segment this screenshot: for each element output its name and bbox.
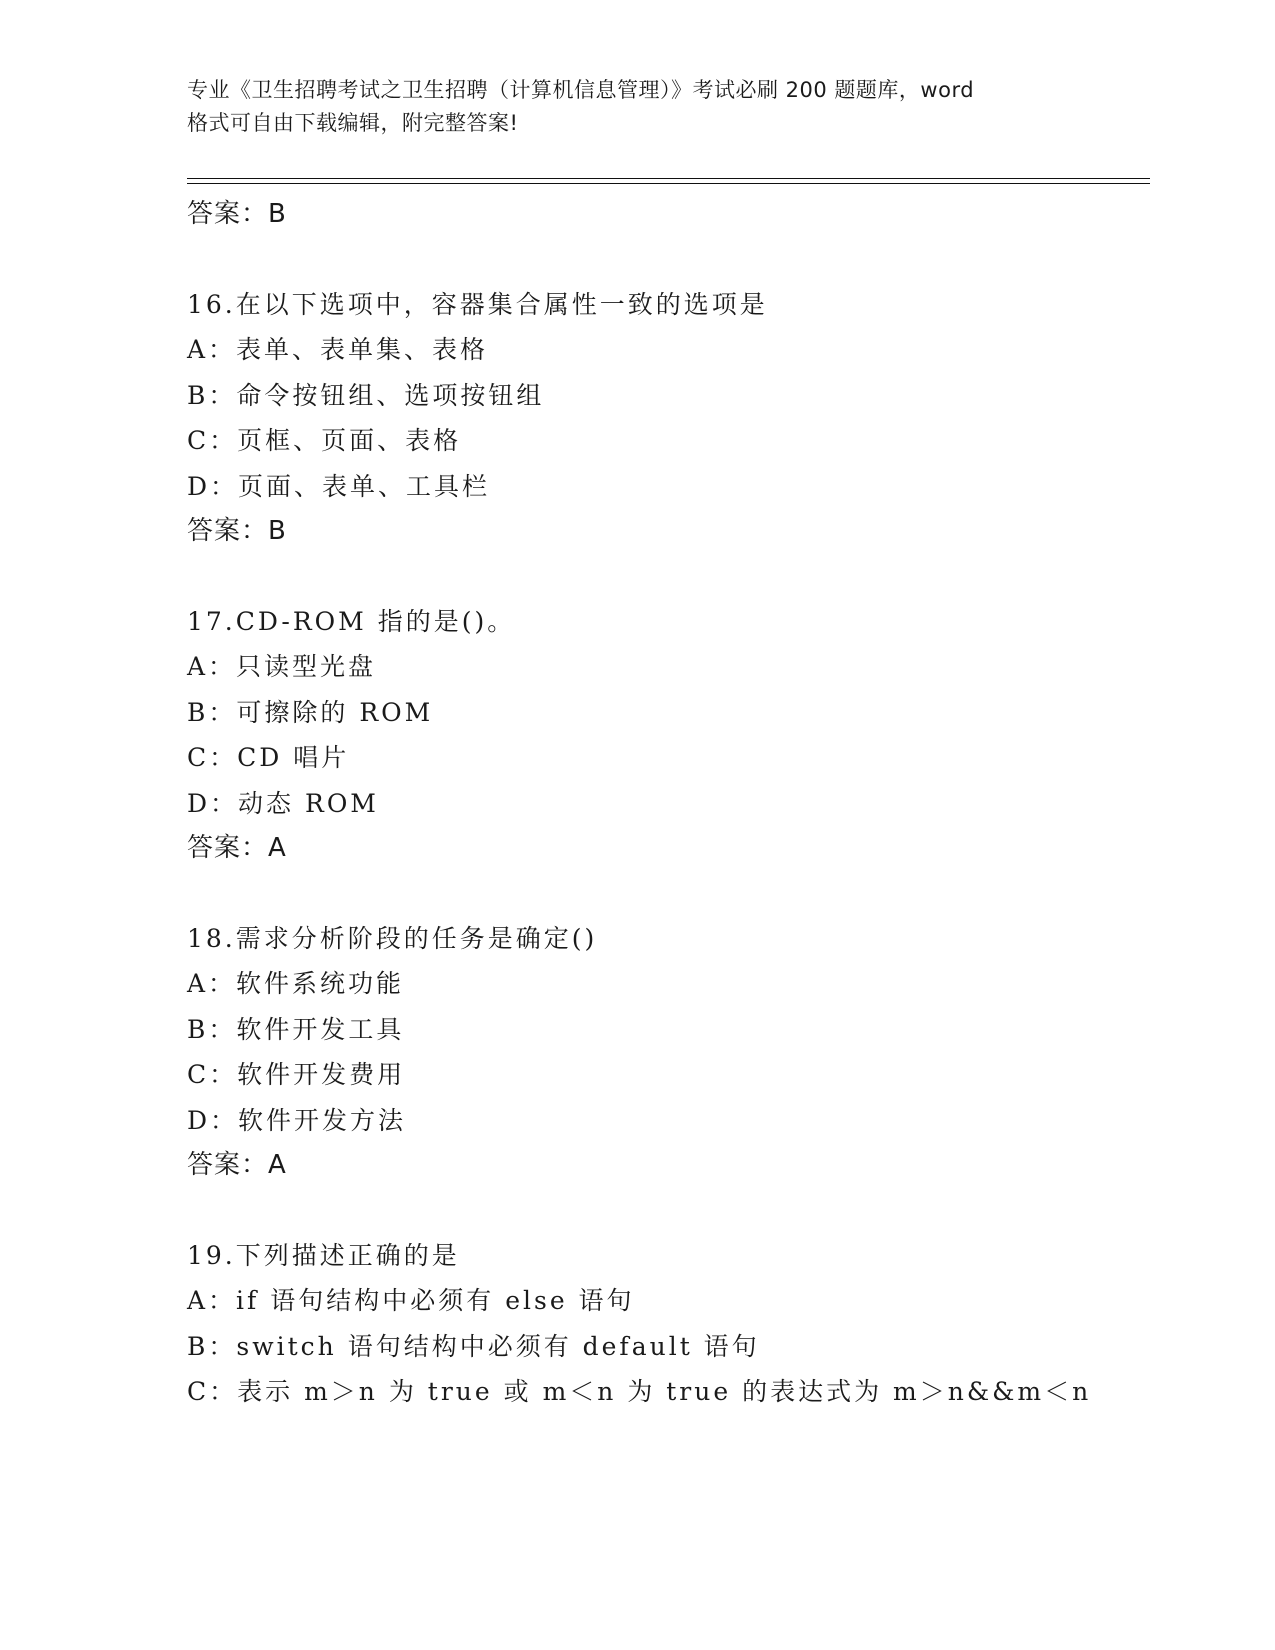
option-a: A：只读型光盘	[187, 652, 377, 681]
option-d: D：软件开发方法	[187, 1105, 407, 1135]
spacer	[187, 555, 1147, 599]
question-stem: 18.需求分析阶段的任务是确定()	[187, 923, 598, 953]
option-c: C：页框、页面、表格	[187, 426, 462, 455]
question-content	[187, 192, 1147, 1415]
question-18	[187, 916, 1147, 1189]
question-17	[187, 599, 1147, 872]
header-divider-top	[187, 178, 1150, 179]
option-b: B：switch 语句结构中必须有 default 语句	[187, 1331, 760, 1361]
header-divider-bottom	[187, 183, 1150, 184]
question-stem: 19.下列描述正确的是	[187, 1240, 460, 1270]
option-b: B：软件开发工具	[187, 1014, 405, 1044]
spacer	[187, 238, 1147, 282]
option-c: C：CD 唱片	[187, 743, 350, 772]
option-d: D：动态 ROM	[187, 788, 379, 818]
document-header	[187, 74, 1087, 140]
header-line-2: 格式可自由下载编辑，附完整答案!	[187, 111, 519, 135]
option-c: C：表示 m＞n 为 true 或 m＜n 为 true 的表达式为 m＞n&&m＜n	[187, 1377, 1092, 1406]
option-d: D：页面、表单、工具栏	[187, 471, 491, 501]
option-a: A：if 语句结构中必须有 else 语句	[187, 1286, 635, 1315]
option-c: C：软件开发费用	[187, 1060, 406, 1089]
option-a: A：软件系统功能	[187, 969, 405, 998]
question-stem: 17.CD-ROM 指的是()。	[187, 606, 516, 636]
header-line-1: 专业《卫生招聘考试之卫生招聘（计算机信息管理）》考试必刷 200 题题库，word	[187, 78, 975, 102]
spacer	[187, 872, 1147, 916]
option-a: A：表单、表单集、表格	[187, 335, 489, 364]
question-stem: 16.在以下选项中，容器集合属性一致的选项是	[187, 289, 768, 319]
answer-line: 答案：A	[187, 1150, 287, 1180]
option-b: B：命令按钮组、选项按钮组	[187, 380, 545, 410]
spacer	[187, 1189, 1147, 1233]
option-b: B：可擦除的 ROM	[187, 697, 434, 727]
answer-line: 答案：A	[187, 833, 287, 863]
question-16	[187, 282, 1147, 555]
question-19	[187, 1233, 1147, 1415]
previous-answer: 答案：B	[187, 199, 287, 229]
answer-line: 答案：B	[187, 516, 287, 546]
